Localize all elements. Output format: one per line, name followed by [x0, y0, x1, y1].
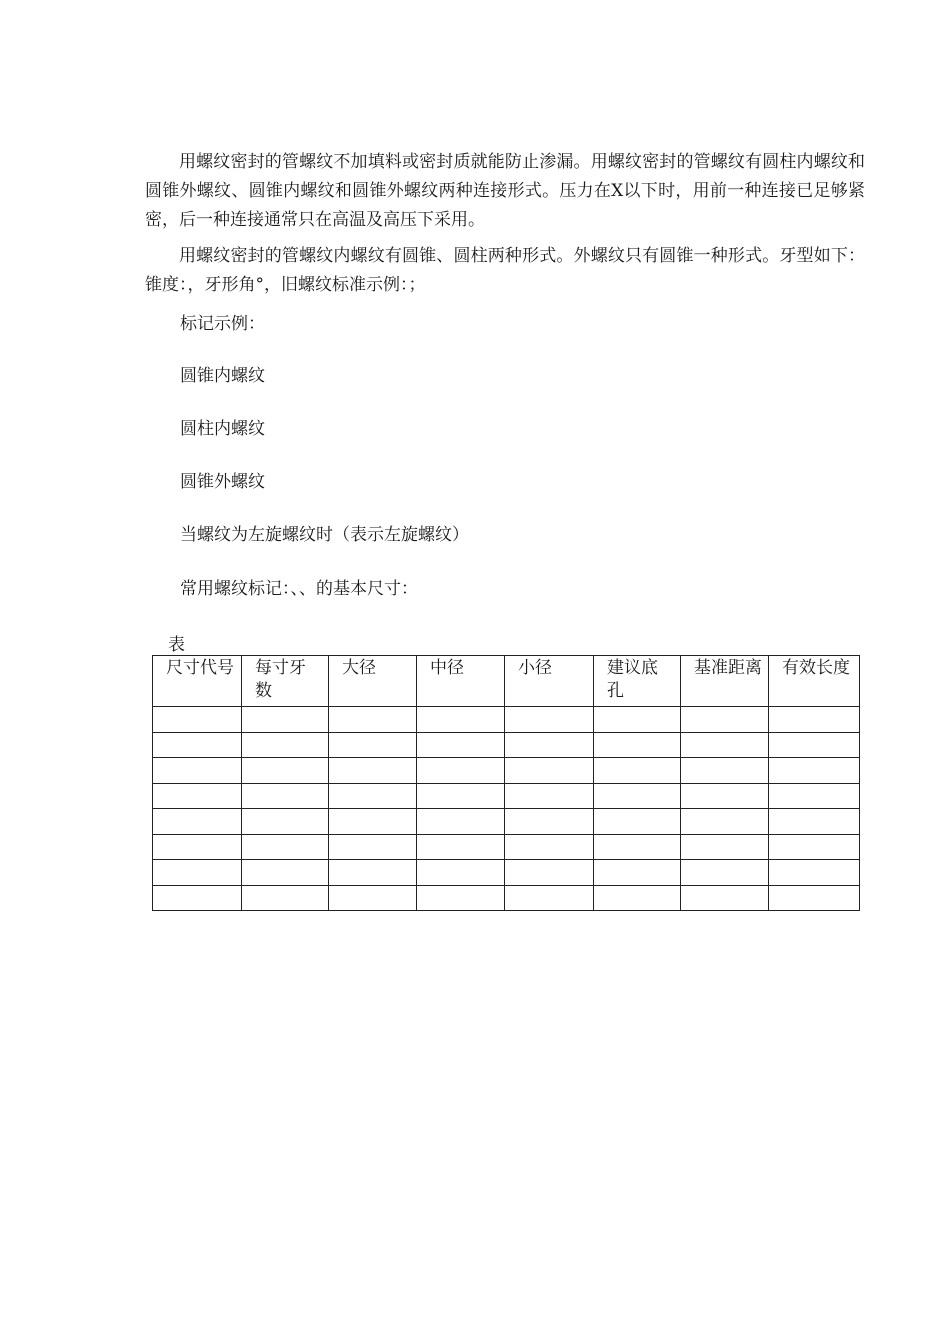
column-header: 小径	[505, 656, 594, 707]
table-cell	[329, 834, 417, 860]
table-cell	[153, 809, 242, 835]
table-cell	[505, 885, 594, 911]
table-cell	[505, 758, 594, 784]
table-row	[153, 732, 860, 758]
table-cell	[505, 809, 594, 835]
table-cell	[769, 860, 860, 886]
table-cell	[242, 885, 329, 911]
column-header: 大径	[329, 656, 417, 707]
table-cell	[417, 860, 505, 886]
table-cell	[594, 783, 681, 809]
table-cell	[153, 885, 242, 911]
table-row	[153, 707, 860, 733]
table-cell	[594, 834, 681, 860]
table-cell	[681, 758, 769, 784]
table-row	[153, 834, 860, 860]
column-header: 有效长度	[769, 656, 860, 707]
table-cell	[242, 758, 329, 784]
table-cell	[769, 707, 860, 733]
table-caption: 表	[168, 635, 185, 655]
table-cell	[505, 732, 594, 758]
table-cell	[329, 758, 417, 784]
table-cell	[505, 860, 594, 886]
table-cell	[594, 809, 681, 835]
table-cell	[681, 860, 769, 886]
column-header: 基准距离	[681, 656, 769, 707]
table-cell	[329, 783, 417, 809]
table-row	[153, 758, 860, 784]
table-cell	[681, 707, 769, 733]
table-cell	[153, 783, 242, 809]
table-cell	[769, 885, 860, 911]
table-row	[153, 809, 860, 835]
paragraph-sealing-threads: 用螺纹密封的管螺纹不加填料或密封质就能防止渗漏。用螺纹密封的管螺纹有圆柱内螺纹和圆锥外螺纹、圆锥内螺纹和圆锥外螺纹两种连接形式。压力在Ⅹ以下时，用前一种连接已足够紧密，后一种连接通常只在高温及高压下采用。	[145, 152, 865, 230]
table-cell	[242, 860, 329, 886]
table-cell	[417, 834, 505, 860]
paragraph-thread-forms: 用螺纹密封的管螺纹内螺纹有圆锥、圆柱两种形式。外螺纹只有圆锥一种形式。牙型如下：锥度：，牙形角°，旧螺纹标准示例：；	[145, 246, 865, 295]
table-cell	[329, 885, 417, 911]
table-cell	[769, 732, 860, 758]
table-cell	[594, 860, 681, 886]
table-body	[153, 707, 860, 911]
table-cell	[242, 732, 329, 758]
table-cell	[594, 732, 681, 758]
table-cell	[769, 758, 860, 784]
column-header: 每寸牙数	[242, 656, 329, 707]
table-header-row	[153, 656, 860, 707]
table-cell	[329, 860, 417, 886]
common-marking-dimensions: 常用螺纹标记：、、的基本尺寸：	[180, 579, 418, 599]
table-row	[153, 783, 860, 809]
table-cell	[417, 809, 505, 835]
table-cell	[769, 809, 860, 835]
table-cell	[417, 732, 505, 758]
table-cell	[594, 758, 681, 784]
table-cell	[505, 834, 594, 860]
table-cell	[594, 885, 681, 911]
table-cell	[329, 707, 417, 733]
table-cell	[329, 809, 417, 835]
table-row	[153, 860, 860, 886]
table-cell	[681, 783, 769, 809]
marking-parallel-internal: 圆柱内螺纹	[180, 419, 265, 439]
marking-taper-internal: 圆锥内螺纹	[180, 366, 265, 386]
column-header: 尺寸代号	[153, 656, 242, 707]
table-cell	[417, 783, 505, 809]
marking-example-heading: 标记示例：	[180, 314, 265, 334]
table-cell	[242, 783, 329, 809]
table-cell	[153, 758, 242, 784]
table-cell	[242, 809, 329, 835]
table-cell	[594, 707, 681, 733]
table-cell	[681, 732, 769, 758]
table-cell	[681, 885, 769, 911]
thread-dimension-table	[152, 655, 860, 911]
table-cell	[681, 834, 769, 860]
table-cell	[417, 885, 505, 911]
table-cell	[242, 707, 329, 733]
table-cell	[153, 707, 242, 733]
table-cell	[153, 834, 242, 860]
table-cell	[769, 834, 860, 860]
table-cell	[681, 809, 769, 835]
table-cell	[505, 783, 594, 809]
table-cell	[417, 707, 505, 733]
table-cell	[153, 860, 242, 886]
table-cell	[153, 732, 242, 758]
table-row	[153, 885, 860, 911]
column-header: 中径	[417, 656, 505, 707]
table-cell	[329, 732, 417, 758]
marking-taper-external: 圆锥外螺纹	[180, 472, 265, 492]
table-cell	[505, 707, 594, 733]
table-cell	[769, 783, 860, 809]
table-cell	[417, 758, 505, 784]
table-cell	[242, 834, 329, 860]
column-header: 建议底孔	[594, 656, 681, 707]
marking-left-hand: 当螺纹为左旋螺纹时（表示左旋螺纹）	[180, 525, 469, 545]
